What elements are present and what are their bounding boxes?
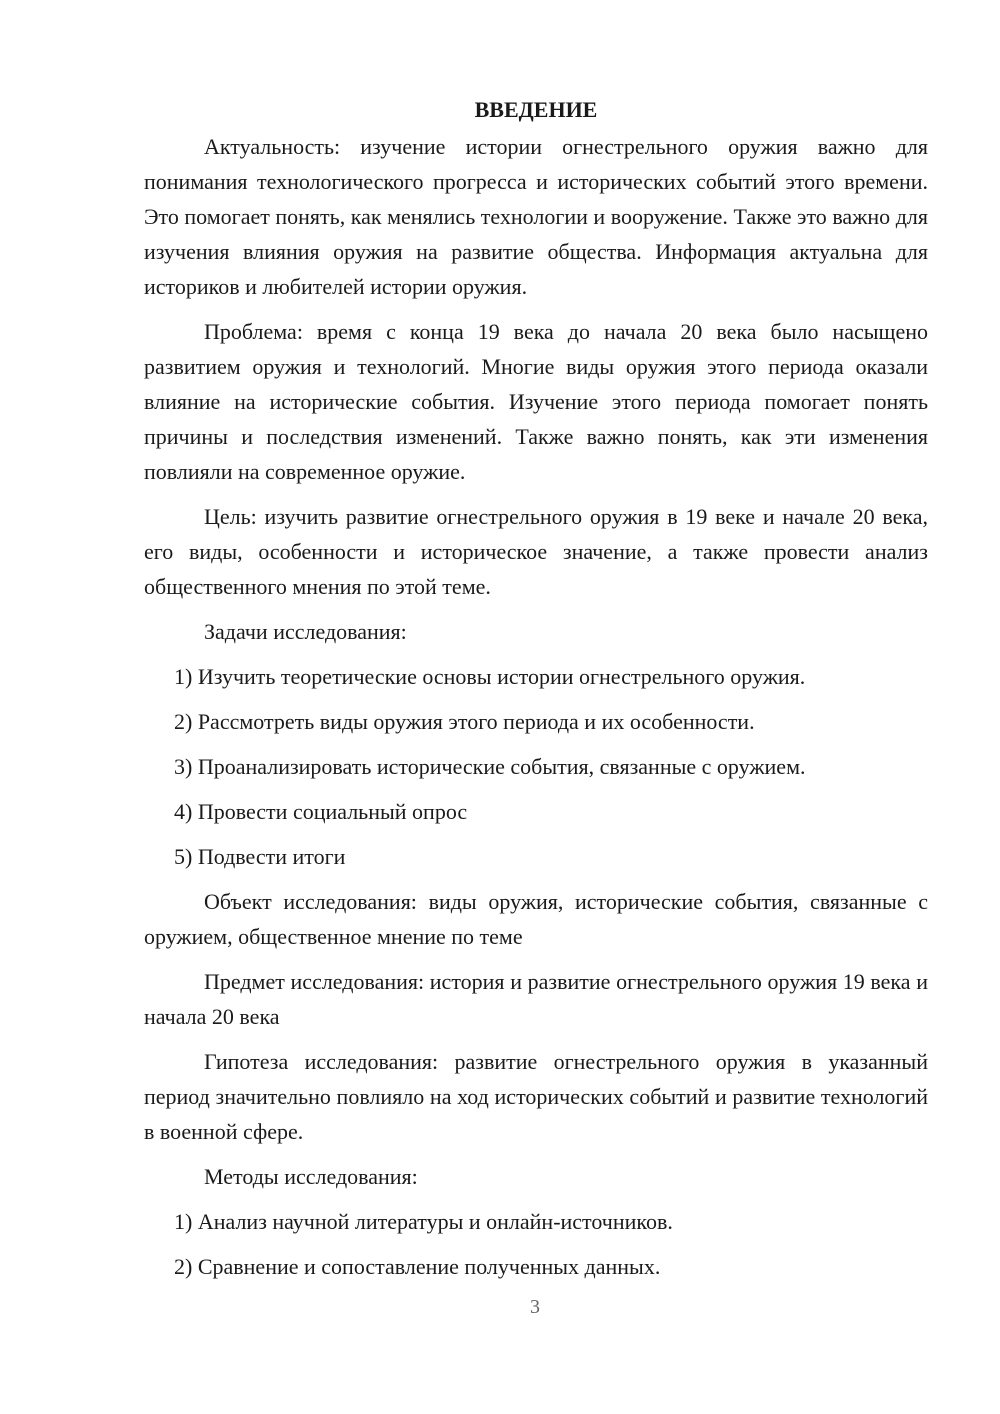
methods-title: Методы исследования:: [204, 1164, 418, 1189]
page-number: 3: [530, 1296, 540, 1318]
method-item: 1) Анализ научной литературы и онлайн-источников.: [174, 1209, 673, 1234]
task-item: 3) Проанализировать исторические события, связанные с оружием.: [174, 754, 806, 779]
page-content: [144, 92, 928, 1294]
paragraph-relevance: Актуальность: изучение истории огнестрельного оружия важно для понимания технологического прогресса и исторических событий этого времени. Это помогает понять, как менялись технологии и вооружение. Также это важно для изучения влияния оружия на развитие общества. Информация актуальна для историков и любителей истории оружия.: [144, 134, 928, 299]
paragraph-problem: Проблема: время с конца 19 века до начала 20 века было насыщено развитием оружия и технологий. Многие виды оружия этого периода оказали влияние на исторические события. Изучение этого периода помогает понять причины и последствия изменений. Также важно понять, как эти изменения повлияли на современное оружие.: [144, 319, 928, 484]
section-heading: ВВЕДЕНИЕ: [474, 97, 598, 122]
paragraph-hypothesis: Гипотеза исследования: развитие огнестрельного оружия в указанный период значительно повлияло на ход исторических событий и развитие технологий в военной сфере.: [144, 1049, 928, 1144]
paragraph-subject: Предмет исследования: история и развитие огнестрельного оружия 19 века и начала 20 века: [144, 969, 928, 1029]
task-item: 5) Подвести итоги: [174, 844, 346, 869]
task-item: 1) Изучить теоретические основы истории огнестрельного оружия.: [174, 664, 806, 689]
tasks-title: Задачи исследования:: [204, 619, 407, 644]
task-item: 4) Провести социальный опрос: [174, 799, 468, 824]
method-item: 2) Сравнение и сопоставление полученных данных.: [174, 1254, 661, 1279]
paragraph-object: Объект исследования: виды оружия, исторические события, связанные с оружием, общественное мнение по теме: [144, 889, 928, 949]
paragraph-goal: Цель: изучить развитие огнестрельного оружия в 19 веке и начале 20 века, его виды, особенности и историческое значение, а также провести анализ общественного мнения по этой теме.: [144, 504, 928, 599]
task-item: 2) Рассмотреть виды оружия этого периода и их особенности.: [174, 709, 755, 734]
